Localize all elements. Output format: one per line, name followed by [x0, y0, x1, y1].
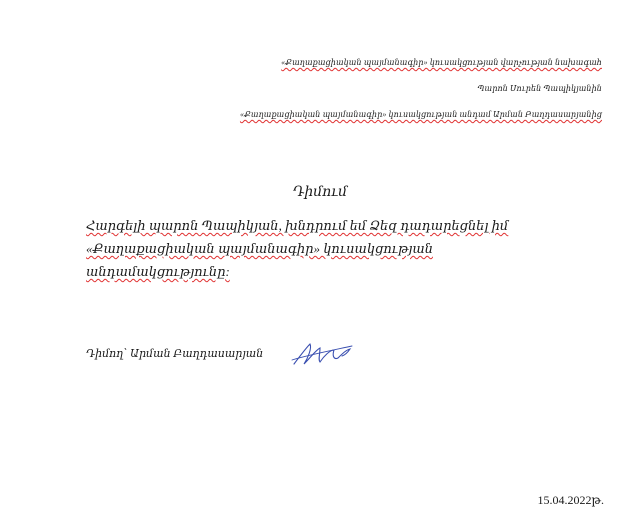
- addressee-line-1: [281, 58, 602, 67]
- sender-line-text: «Քաղաքացիական պայմանագիր» կուսակցության անդամ Արման Բաղդասարյանից: [239, 110, 602, 119]
- addressee-line-1-text: «Քաղաքացիական պայմանագիր» կուսակցության վարչության նախագահ: [281, 58, 602, 67]
- applicant-signature-line: Դիմող՝ Արման Բաղդասարյան: [86, 348, 264, 360]
- sender-line: [240, 110, 602, 119]
- document-date: 15.04.2022թ.: [537, 493, 604, 507]
- document-title: Դիմում: [292, 185, 348, 200]
- addressee-line-2: [477, 84, 602, 93]
- body-text: Հարգելի պարոն Պապիկյան, խնդրում եմ Ձեզ դադարեցնել իմ «Քաղաքացիական պայմանագիր» կուսակցության անդամակցությունը:: [86, 218, 509, 279]
- handwritten-signature: [290, 338, 356, 370]
- document-body: [86, 214, 566, 283]
- addressee-line-2-text: Պարոն Սուրեն Պապիկյանին: [477, 84, 602, 93]
